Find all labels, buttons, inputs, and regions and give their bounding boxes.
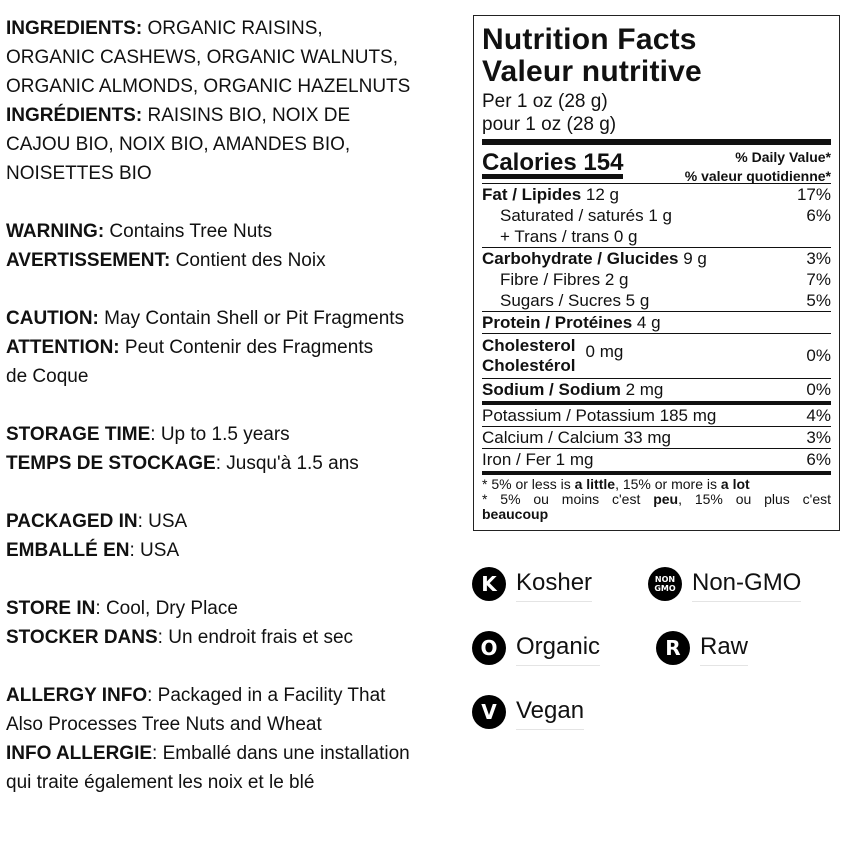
- serving-size-en: Per 1 oz (28 g): [482, 91, 608, 112]
- daily-value-en: % Daily Value*: [735, 149, 831, 165]
- cholesterol-row: Cholesterol Cholestérol 0 mg 0%: [482, 336, 831, 375]
- potassium-row: Potassium / Potassium 185 mg 4%: [482, 406, 831, 425]
- iron-row: Iron / Fer 1 mg 6%: [482, 450, 831, 469]
- badge-vegan: V Vegan: [472, 693, 584, 730]
- trans-row: + Trans / trans 0 g: [500, 227, 638, 246]
- badge-organic: O Organic: [472, 629, 600, 666]
- nutrition-title-fr: Valeur nutritive: [482, 55, 702, 88]
- vegan-icon: V: [472, 695, 506, 729]
- info-line: STOCKER DANS: Un endroit frais et sec: [6, 627, 354, 648]
- info-section: [6, 304, 466, 391]
- daily-value-fr: % valeur quotidienne*: [684, 168, 831, 184]
- product-info-text: [6, 14, 466, 826]
- saturated-row: Saturated / saturés 1 g 6%: [500, 206, 831, 225]
- sugars-row: Sugars / Sucres 5 g 5%: [500, 291, 831, 310]
- fat-row: Fat / Lipides 12 g 17%: [482, 185, 831, 204]
- non-gmo-icon: NON GMO: [648, 567, 682, 601]
- sodium-row: Sodium / Sodium 2 mg 0%: [482, 380, 831, 399]
- info-line: EMBALLÉ EN: USA: [6, 540, 180, 561]
- info-section: [6, 14, 466, 188]
- info-line: ORGANIC CASHEWS, ORGANIC WALNUTS,: [6, 47, 398, 68]
- info-line: ATTENTION: Peut Contenir des Fragments: [6, 337, 374, 358]
- fibre-row: Fibre / Fibres 2 g 7%: [500, 270, 831, 289]
- footnote: * 5% or less is a little, 15% or more is a lot * 5% ou moins c'est peu, 15% ou plus c'est beaucoup: [482, 476, 831, 522]
- organic-icon: O: [472, 631, 506, 665]
- info-line: qui traite également les noix et le blé: [6, 772, 315, 793]
- nutrition-title-en: Nutrition Facts: [482, 23, 697, 56]
- info-line: PACKAGED IN: USA: [6, 511, 188, 532]
- info-section: [6, 507, 466, 565]
- calories-row: [482, 145, 831, 183]
- info-line: WARNING: Contains Tree Nuts: [6, 221, 273, 242]
- badge-raw: R Raw: [656, 629, 748, 666]
- info-line: de Coque: [6, 366, 89, 387]
- calcium-row: Calcium / Calcium 33 mg 3%: [482, 428, 831, 447]
- carbohydrate-row: Carbohydrate / Glucides 9 g 3%: [482, 249, 831, 268]
- info-line: NOISETTES BIO: [6, 163, 152, 184]
- info-line: AVERTISSEMENT: Contient des Noix: [6, 250, 326, 271]
- info-line: INGRÉDIENTS: RAISINS BIO, NOIX DE: [6, 105, 351, 126]
- info-line: INFO ALLERGIE: Emballé dans une installation: [6, 743, 410, 764]
- kosher-icon: K: [472, 567, 506, 601]
- protein-row: Protein / Protéines 4 g: [482, 313, 661, 332]
- info-section: [6, 217, 466, 275]
- info-line: CAUTION: May Contain Shell or Pit Fragments: [6, 308, 405, 329]
- info-section: [6, 420, 466, 478]
- badge-kosher: K Kosher: [472, 565, 592, 602]
- calories: Calories 154: [482, 147, 623, 179]
- info-line: ALLERGY INFO: Packaged in a Facility That: [6, 685, 386, 706]
- info-section: [6, 594, 466, 652]
- info-line: ORGANIC ALMONDS, ORGANIC HAZELNUTS: [6, 76, 411, 97]
- info-line: Also Processes Tree Nuts and Wheat: [6, 714, 322, 735]
- info-line: CAJOU BIO, NOIX BIO, AMANDES BIO,: [6, 134, 351, 155]
- serving-size-fr: pour 1 oz (28 g): [482, 114, 617, 135]
- info-line: TEMPS DE STOCKAGE: Jusqu'à 1.5 ans: [6, 453, 359, 474]
- raw-icon: R: [656, 631, 690, 665]
- info-line: INGREDIENTS: ORGANIC RAISINS,: [6, 18, 323, 39]
- badge-non-gmo: NON GMO Non-GMO: [648, 565, 801, 602]
- info-line: STORAGE TIME: Up to 1.5 years: [6, 424, 290, 445]
- info-section: [6, 681, 466, 797]
- nutrition-facts-panel: [473, 15, 840, 531]
- info-line: STORE IN: Cool, Dry Place: [6, 598, 238, 619]
